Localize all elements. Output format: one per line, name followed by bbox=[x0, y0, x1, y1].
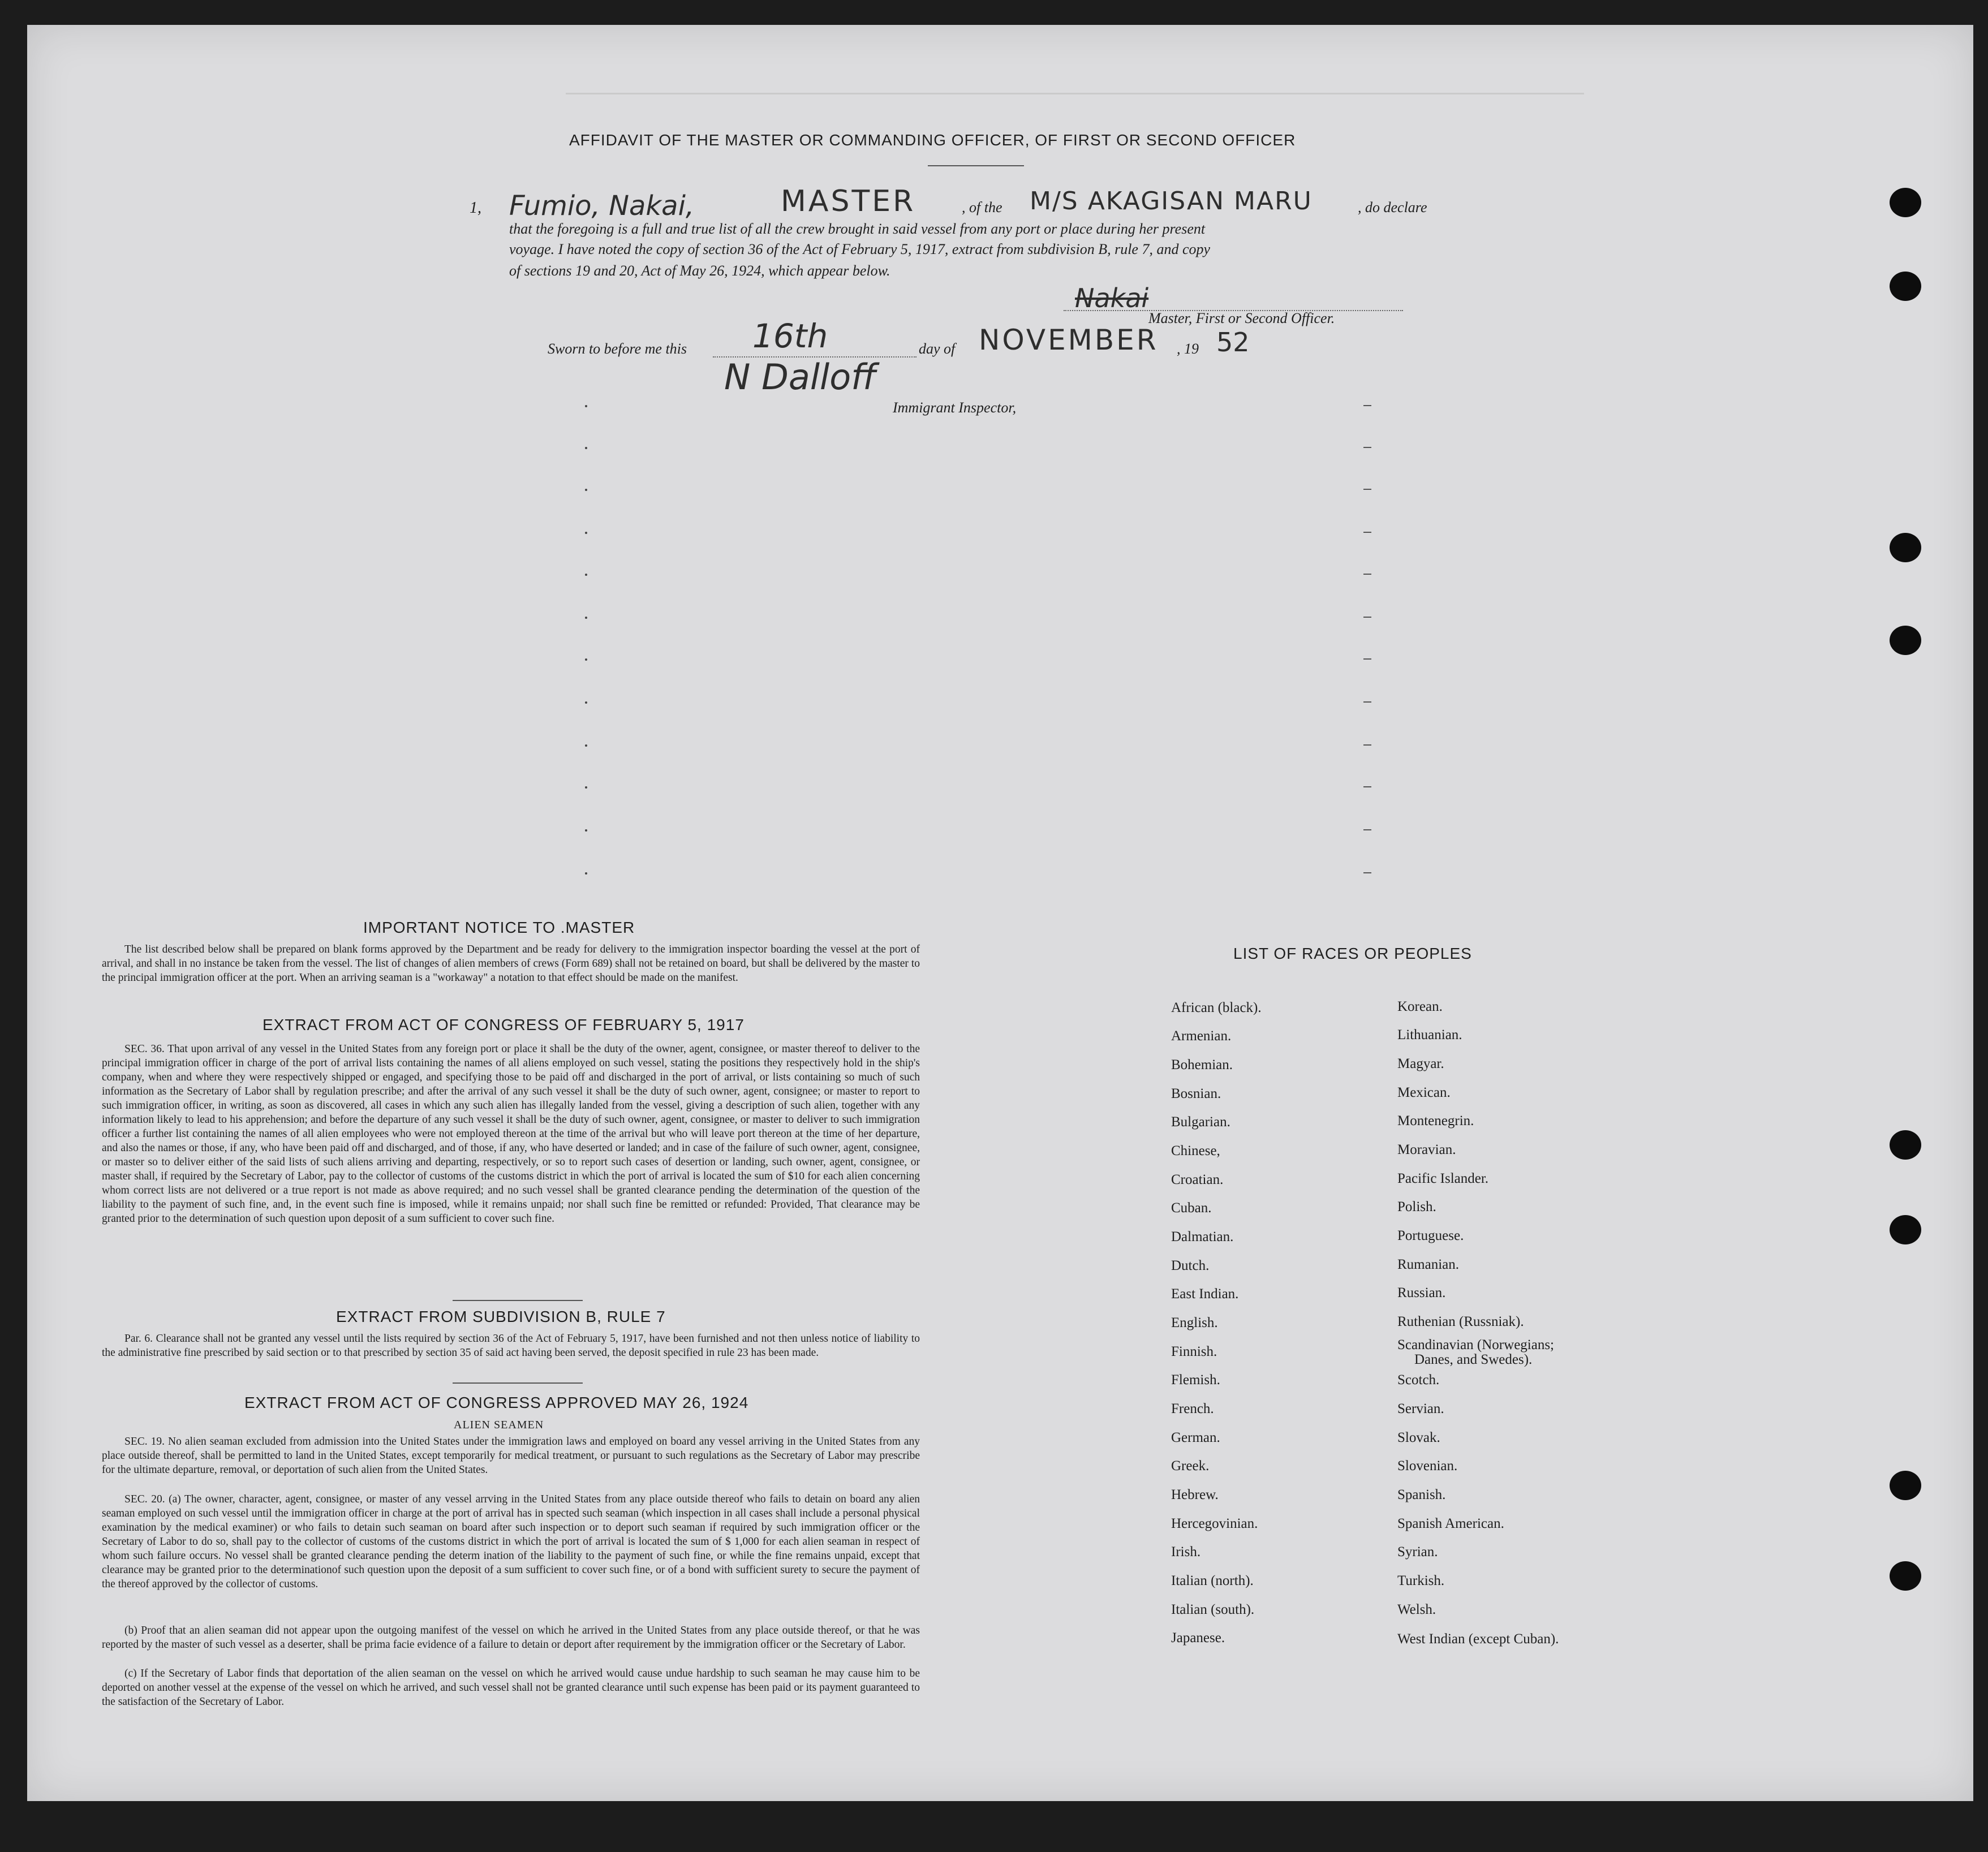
punch-hole bbox=[1890, 1215, 1921, 1244]
guide-dot bbox=[585, 574, 587, 576]
punch-hole bbox=[1890, 272, 1921, 301]
inspector-label: Immigrant Inspector, bbox=[893, 399, 1017, 416]
race-left-item: French. bbox=[1171, 1401, 1214, 1416]
race-right-item: Spanish. bbox=[1397, 1487, 1446, 1502]
alien-seamen-subtitle: ALIEN SEAMEN bbox=[454, 1419, 544, 1431]
race-right-item: Magyar. bbox=[1397, 1056, 1444, 1071]
section-20c: (c) If the Secretary of Labor finds that deportation of the alien seaman on the vessel on which he arrived would cause undue hardship to such seaman he may cause him to be deported on another vessel at the expense of the vessel on which he arrived, and such vessel shall not be granted clearance until such expense has been paid or its payment guaranteed to the satisfaction of the Secretary of Labor. bbox=[102, 1668, 920, 1708]
bleed-through-text bbox=[566, 93, 1584, 117]
guide-dot bbox=[585, 829, 587, 832]
guide-dot bbox=[585, 489, 587, 491]
of-the-label: , of the bbox=[962, 199, 1002, 216]
guide-dash bbox=[1363, 489, 1371, 490]
race-right-item: Syrian. bbox=[1397, 1544, 1438, 1560]
divider bbox=[928, 165, 1024, 166]
extract-1924-title: EXTRACT FROM ACT OF CONGRESS APPROVED MAY 26, 1924 bbox=[244, 1394, 749, 1411]
race-left-item: Japanese. bbox=[1171, 1630, 1225, 1646]
guide-dot bbox=[585, 405, 587, 407]
guide-dash bbox=[1363, 658, 1371, 660]
subdivision-body: Par. 6. Clearance shall not be granted any vessel until the lists required by section 36 of the Act of February 5, 1917, have been furnished and not then unless notice of liability to the administrative fine prescribed by said section or to that prescribed by section 35 of said act having been served, the deposit specified in rule 23 has been made. bbox=[102, 1333, 920, 1359]
race-right-item: Turkish. bbox=[1397, 1573, 1445, 1588]
race-left-item: Greek. bbox=[1171, 1458, 1210, 1474]
race-right-item: Welsh. bbox=[1397, 1602, 1436, 1617]
race-left-item: Hercegovinian. bbox=[1171, 1516, 1258, 1531]
race-right-item: Moravian. bbox=[1397, 1142, 1456, 1157]
guide-dot bbox=[585, 532, 587, 534]
handwritten-year: 52 bbox=[1216, 327, 1250, 358]
race-left-item: Irish. bbox=[1171, 1544, 1201, 1560]
punch-hole bbox=[1890, 1561, 1921, 1591]
guide-dash bbox=[1363, 872, 1371, 873]
race-left-item: German. bbox=[1171, 1430, 1220, 1445]
handwritten-vessel: M/S AKAGISAN MARU bbox=[1030, 187, 1313, 216]
guide-dash bbox=[1363, 405, 1371, 406]
affidavit-line-3: of sections 19 and 20, Act of May 26, 1924, which appear below. bbox=[509, 262, 890, 279]
guide-dash bbox=[1363, 574, 1371, 575]
race-left-item: Cuban. bbox=[1171, 1200, 1212, 1216]
master-signature: Nakai bbox=[1075, 283, 1149, 313]
punch-hole bbox=[1890, 533, 1921, 562]
race-left-item: Chinese, bbox=[1171, 1143, 1220, 1158]
race-right-item-continued: Danes, and Swedes). bbox=[1414, 1352, 1533, 1367]
affidavit-line-2: voyage. I have noted the copy of section 36 of the Act of February 5, 1917, extract from subdivision B, rule 7, and copy bbox=[509, 241, 1211, 257]
race-right-item: Scandinavian (Norwegians; bbox=[1397, 1337, 1555, 1353]
handwritten-rank: MASTER bbox=[781, 184, 916, 218]
guide-dash bbox=[1363, 786, 1371, 787]
guide-dot bbox=[585, 701, 587, 704]
guide-dash bbox=[1363, 701, 1371, 703]
guide-dot bbox=[585, 658, 587, 661]
race-left-item: East Indian. bbox=[1171, 1286, 1239, 1302]
affidavit-number: 1, bbox=[470, 199, 481, 217]
day-of-label: day of bbox=[919, 341, 956, 357]
race-right-item: Montenegrin. bbox=[1397, 1113, 1474, 1129]
race-left-item: Croatian. bbox=[1171, 1172, 1224, 1187]
handwritten-name: Fumio, Nakai, bbox=[509, 190, 695, 222]
divider bbox=[453, 1382, 583, 1384]
race-right-item: Ruthenian (Russniak). bbox=[1397, 1314, 1524, 1329]
race-right-item: Servian. bbox=[1397, 1401, 1444, 1416]
race-left-item: Bosnian. bbox=[1171, 1086, 1221, 1101]
race-right-item: Slovak. bbox=[1397, 1430, 1440, 1445]
race-right-item: Lithuanian. bbox=[1397, 1027, 1462, 1043]
race-right-item: Portuguese. bbox=[1397, 1228, 1464, 1243]
master-label: Master, First or Second Officer. bbox=[1148, 310, 1335, 326]
race-right-item: Rumanian. bbox=[1397, 1257, 1460, 1272]
race-left-item: Dutch. bbox=[1171, 1258, 1210, 1273]
race-right-item: Pacific Islander. bbox=[1397, 1171, 1489, 1186]
punch-hole bbox=[1890, 1471, 1921, 1500]
punch-hole bbox=[1890, 626, 1921, 655]
race-left-item: Bohemian. bbox=[1171, 1057, 1233, 1073]
punch-hole bbox=[1890, 1130, 1921, 1160]
section-19: SEC. 19. No alien seaman excluded from admission into the United States under the immigration laws and employed on board any vessel arriving in the United States from any place outside thereof, shall be permitted to land in the United States, except temporarily for medical treatment, or pursuant to such regulations as the Secretary of Labor may prescribe for the ultimate departure, removal, or deportation of such alien from the United States. bbox=[102, 1436, 920, 1476]
inspector-signature: N Dalloff bbox=[724, 356, 876, 398]
race-right-item: Scotch. bbox=[1397, 1372, 1440, 1388]
race-left-item: English. bbox=[1171, 1315, 1218, 1330]
divider bbox=[453, 1300, 583, 1301]
race-left-item: Italian (south). bbox=[1171, 1602, 1255, 1617]
race-right-item: Korean. bbox=[1397, 999, 1443, 1014]
race-left-item: Dalmatian. bbox=[1171, 1229, 1234, 1244]
year-prefix: , 19 bbox=[1177, 341, 1199, 357]
guide-dot bbox=[585, 786, 587, 789]
notice-body: The list described below shall be prepared on blank forms approved by the Department and be ready for delivery to the immigration inspector boarding the vessel at the port of arrival, and shall in no instance be taken from the vessel. The list of changes of alien members of crews (Form 689) shall not be retained on board, but shall be delivered by the master to the principal immigration officer at the port. When an arriving seaman is a "workaway" a notation to that effect should be made on the manifest. bbox=[102, 944, 920, 984]
guide-dash bbox=[1363, 744, 1371, 746]
handwritten-day: 16th bbox=[752, 317, 828, 355]
race-left-item: Bulgarian. bbox=[1171, 1114, 1230, 1130]
sworn-label: Sworn to before me this bbox=[548, 341, 687, 357]
extract-1917-body: SEC. 36. That upon arrival of any vessel in the United States from any foreign port or place it shall be the duty of the owner, agent, consignee, or master thereof to deliver to the principal immigration officer in charge of the port of arrival lists containing the names of all aliens employed on such vessel, stating the positions they respectively hold in the ship's company, when and where they were respectively shipped or engaged, and specifying those to be paid off and discharged in the port of arrival, or lists containing so much of such information as the Secretary of Labor shall by regulation prescribe; and after the arrival of any such vessel it shall be the duty of such owner, agent, consignee; or master to report to such immigration officer, in writing, as soon as discovered, all cases in which any such alien has illegally landed from the vessel, giving a description of such alien, together with any information likely to lead to his apprehension; and before the departure of any such vessel it shall be the duty of such owner, agent, consignee, or master to deliver to such immigration officer a further list containing the names of all alien employees who were not employed thereon at the time of the arrival but who will leave port thereon at the time of her departure, and also the names or those, if any, who have been paid off and discharged, and of those, if any, who have deserted or landed; and in case of the failure of such owner, agent, consignee, or master so to deliver either of the said lists of such aliens arriving and departing, respectively, or so to report such cases of desertion or landing, such owner, agent, consignee, or master shall, if required by the Secretary of Labor, pay to the collector of customs of the customs district in which the port of arrival is located the sum of $10 for each alien concerning whom correct lists are not delivered or a true report is not made as above required; and no such vessel shall be granted clearance pending the determination of the question of the liability to the payment of such fine, and, in the event such fine is imposed, while it remains unpaid; nor shall such fine be remitted or refunded: Provided, That clearance may be granted prior to the determination of such question upon deposit of a sum sufficient to cover such fine. bbox=[102, 1043, 920, 1225]
section-20a: SEC. 20. (a) The owner, character, agent, consignee, or master of any vessel arrving in the United States from any place outside thereof who fails to detain on board any alien seaman employed on such vessel until the immigration officer in charge at the port of arrival has in spected such seaman (which inspection in all cases shall include a personal physical examination by the medical examiner) or who fails to detain such seaman on board after such inspection or to deport such seaman if required by such immigration officer or the Secretary of Labor to do so, shall pay to the collector of customs of the customs district in which the port of arrival is located the sum of $ 1,000 for each alien seaman in respect of whom such failure occurs. No vessel shall be granted clearance pending the determ ination of the liability to the payment of such fine, or while the fine remains unpaid, except that clearance may be granted prior to the determinationof such question upon the deposit of a sum sufficient to cover such fine, or of a bond with sufficient surety to secure the payment of the thereof approved by the collector of customs. bbox=[102, 1493, 920, 1590]
guide-dot bbox=[585, 872, 587, 875]
race-left-item: Italian (north). bbox=[1171, 1573, 1254, 1588]
race-left-item: Hebrew. bbox=[1171, 1487, 1219, 1502]
race-right-item: Slovenian. bbox=[1397, 1458, 1458, 1474]
guide-dot bbox=[585, 744, 587, 747]
subdivision-title: EXTRACT FROM SUBDIVISION B, RULE 7 bbox=[336, 1308, 666, 1325]
race-right-item: Mexican. bbox=[1397, 1085, 1451, 1100]
race-right-item: Polish. bbox=[1397, 1199, 1436, 1214]
punch-hole bbox=[1890, 188, 1921, 217]
guide-dot bbox=[585, 447, 587, 449]
do-declare-label: , do declare bbox=[1358, 199, 1427, 216]
race-right-item: Spanish American. bbox=[1397, 1516, 1504, 1531]
race-left-item: Finnish. bbox=[1171, 1344, 1217, 1359]
guide-dash bbox=[1363, 829, 1371, 830]
extract-1917-title: EXTRACT FROM ACT OF CONGRESS OF FEBRUARY 5, 1917 bbox=[263, 1016, 745, 1033]
race-right-item: Russian. bbox=[1397, 1285, 1446, 1300]
races-title: LIST OF RACES OR PEOPLES bbox=[1233, 945, 1472, 962]
guide-dot bbox=[585, 617, 587, 619]
notice-title: IMPORTANT NOTICE TO .MASTER bbox=[363, 919, 635, 936]
race-left-item: Flemish. bbox=[1171, 1372, 1220, 1388]
guide-dash bbox=[1363, 532, 1371, 533]
guide-dash bbox=[1363, 617, 1371, 618]
handwritten-month: NOVEMBER bbox=[979, 324, 1159, 356]
guide-dash bbox=[1363, 447, 1371, 448]
affidavit-line-1: that the foregoing is a full and true list of all the crew brought in said vessel from any port or place during her present bbox=[509, 221, 1206, 237]
race-left-item: African (black). bbox=[1171, 1000, 1262, 1015]
race-right-item: West Indian (except Cuban). bbox=[1397, 1631, 1559, 1647]
race-left-item: Armenian. bbox=[1171, 1028, 1232, 1044]
section-20b: (b) Proof that an alien seaman did not appear upon the outgoing manifest of the vessel on which he arrived in the United States from any place outside thereof, or that he was reported by the master of such vessel as a deserter, shall be prima facie evidence of a failure to detain or deport after requirement by the immigration officer or the Secretary of Labor. bbox=[102, 1625, 920, 1651]
affidavit-title: AFFIDAVIT OF THE MASTER OR COMMANDING OFFICER, OF FIRST OR SECOND OFFICER bbox=[569, 131, 1296, 149]
